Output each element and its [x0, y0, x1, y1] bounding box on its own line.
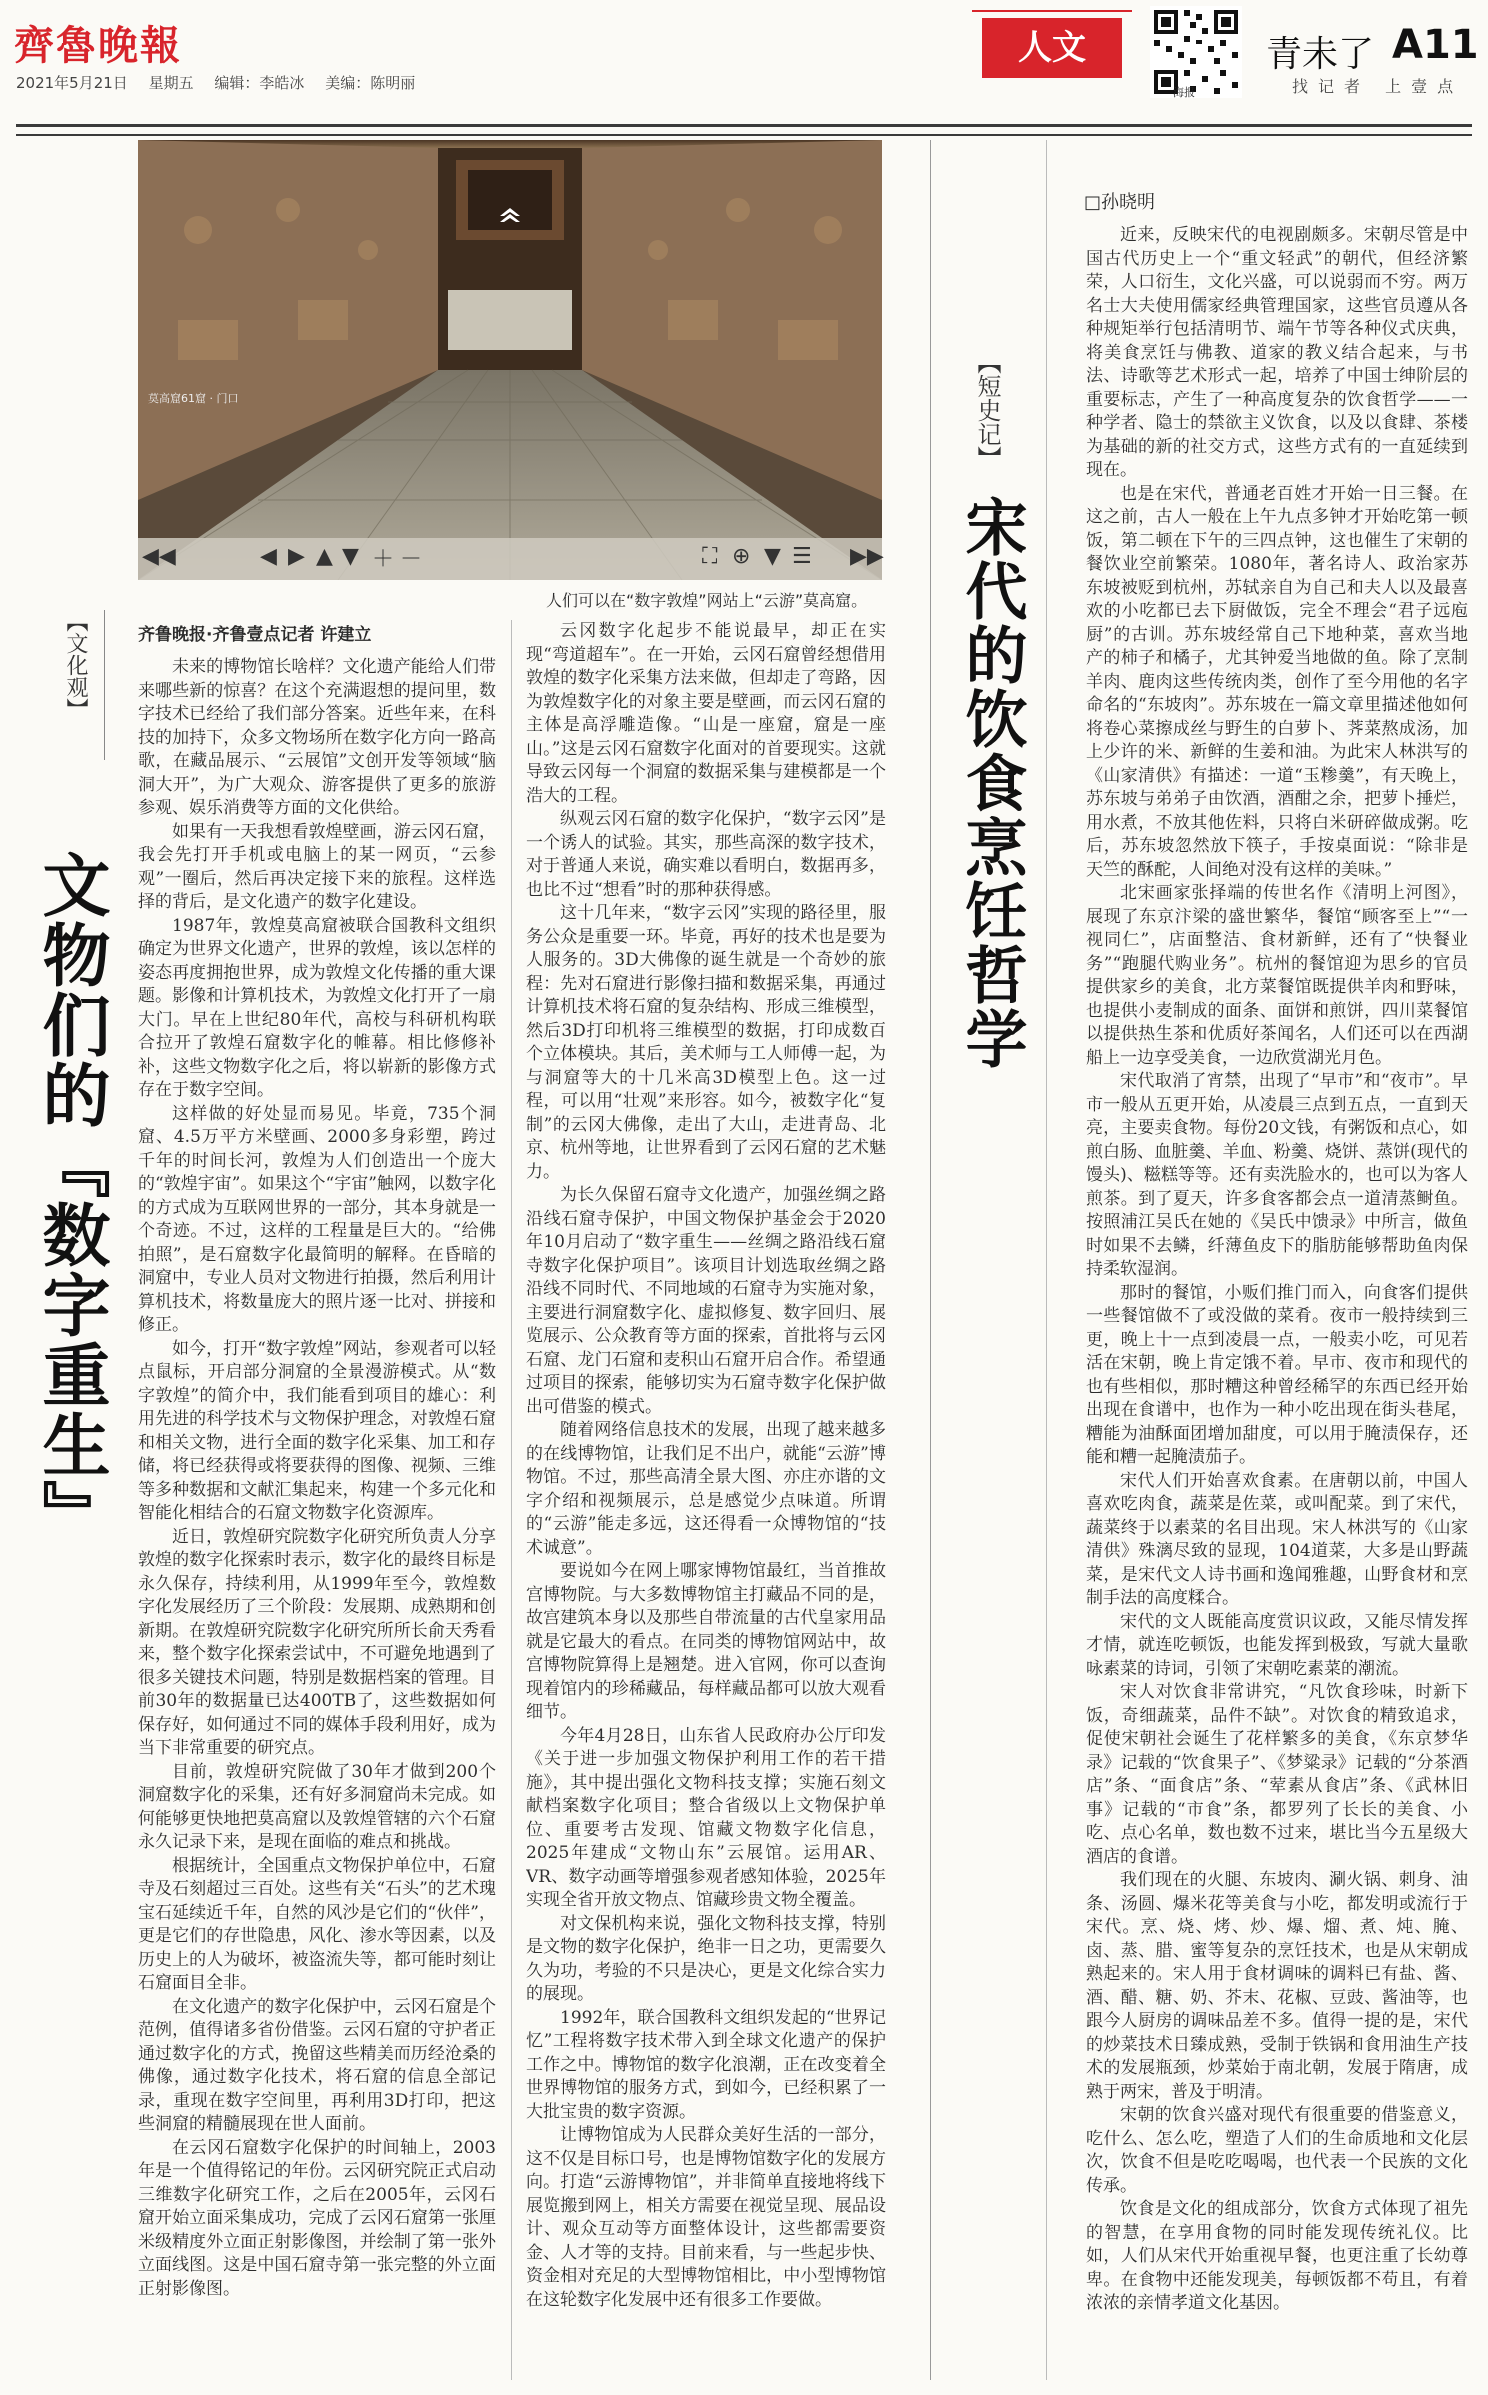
paragraph: 在云冈石窟数字化保护的时间轴上，2003年是一个值得铭记的年份。云冈研究院正式启动三维数字化研究工作，之后在2005年，云冈石窟开始立面采集成功，完成了云冈石窟第一张厘米级精度外立面正射影像图，并绘制了第一张外立面线图。这是中国石窟寺第一张完整的外立面正射影像图。 — [138, 2137, 496, 2299]
header-rule — [16, 124, 1472, 138]
arrow-up-icon[interactable]: ▲ — [316, 544, 333, 569]
paragraph: 目前，敦煌研究院做了30年才做到200个洞窟数字化的采集，还有好多洞窟尚未完成。如何能够更快地把莫高窟以及敦煌管辖的六个石窟永久记录下来，是现在面临的难点和挑战。 — [138, 1761, 496, 1852]
paragraph: 1992年，联合国教科文组织发起的“世界记忆”工程将数字技术带入到全球文化遗产的保护工作之中。博物馆的数字化浪潮，正在改变着全世界博物馆的服务方式，到如今，已经积累了一大批宝贵的数字资源。 — [526, 2007, 886, 2122]
issue-weekday: 星期五 — [148, 74, 194, 92]
arrow-right-icon[interactable]: ▶▶ — [850, 544, 884, 569]
menu-icon[interactable]: ☰ — [792, 544, 812, 569]
paragraph: 近来，反映宋代的电视剧颇多。宋朝尽管是中国古代历史上一个“重文轻武”的朝代，但经济繁荣，人口衍生，文化兴盛，可以说弱而不穷。两万名士大夫使用儒家经典管理国家，这些官员遵从各种规矩举行包括清明节、端午节等各种仪式庆典，将美食烹饪与佛教、道家的教义结合起来，与书法、诗歌等艺术形式一起，培养了中国士绅阶层的重要标志，产生了一种高度复杂的饮食哲学——一种学者、隐士的禁欲主义饮食，以及以食肆、茶楼为基础的新的社交方式，这些方式有的一直延续到现在。 — [1086, 225, 1468, 480]
paragraph: 为长久保留石窟寺文化遗产，加强丝绸之路沿线石窟寺保护，中国文物保护基金会于2020年10月启动了“数字重生——丝绸之路沿线石窟寺数字化保护项目”。该项目计划选取丝绸之路沿线不同时代、不同地域的石窟寺为实施对象，主要进行洞窟数字化、虚拟修复、数字回归、展览展示、公众教育等方面的探索，首批将与云冈石窟、龙门石窟和麦积山石窟开启合作。希望通过项目的探索，能够切实为石窟寺数字化保护做出可借鉴的模式。 — [526, 1185, 886, 1417]
page-number: A11 — [1392, 22, 1479, 68]
paragraph: 对文保机构来说，强化文物科技支撑，特别是文物的数字化保护，绝非一日之功，更需要久久为功，考验的不只是决心，更是文化综合实力的展现。 — [526, 1913, 886, 2004]
photo-overlay-label: 莫高窟61窟 · 门口 — [148, 392, 239, 405]
page-slogan: 找记者 上壹点 — [1292, 77, 1464, 96]
paragraph: 纵观云冈石窟的数字化保护，“数字云冈”是一个诱人的试验。其实，那些高深的数字技术，对于普通人来说，确实难以看明白，数据再多，也比不过“想看”时的那种获得感。 — [526, 809, 886, 900]
newspaper-logo: 齊魯晚報 — [14, 22, 182, 69]
arrow-left-icon[interactable]: ◀ — [260, 544, 277, 569]
article-title: 文物们的『数字重生』 — [31, 850, 110, 1550]
issue-editor: 编辑：李皓冰 — [214, 74, 305, 92]
paragraph: 如今，打开“数字敦煌”网站，参观者可以轻点鼠标，开启部分洞窟的全景漫游模式。从“数字敦煌”的简介中，我们能看到项目的雄心：利用先进的科学技术与文物保护理念，对敦煌石窟和相关文物，进行全面的数字化采集、加工和存储，将已经获得或将要获得的图像、视频、三维等多种数据和文献汇集起来，构建一个多元化和智能化相结合的石窟文物数字化资源库。 — [138, 1338, 496, 1523]
article-title: 宋代的饮食烹饪哲学 — [955, 495, 1028, 1071]
issue-designer: 美编：陈明丽 — [325, 74, 416, 92]
paragraph: 宋代人们开始喜欢食素。在唐朝以前，中国人喜欢吃肉食，蔬菜是佐菜，或叫配菜。到了宋代，蔬菜终于以素菜的名目出现。宋人林洪写的《山家清供》殊漓尽致的显现，104道菜，大多是山野蔬菜，是宋代文人诗书画和逸闻雅趣，山野食材和烹制手法的高度糅合。 — [1086, 1470, 1468, 1608]
paragraph: 如果有一天我想看敦煌壁画，游云冈石窟，我会先打开手机或电脑上的某一网页，“云参观”一圈后，然后再决定接下来的旅程。这样选择的背后，是文化遗产的数字化建设。 — [138, 821, 496, 912]
chevron-down-icon[interactable]: ▼ — [764, 544, 781, 569]
paragraph: 随着网络信息技术的发展，出现了越来越多的在线博物馆，让我们足不出户，就能“云游”博物馆。不过，那些高清全景大图、亦庄亦谐的文字介绍和视频展示，总是感觉少点味道。所谓的“云游”能走多远，这还得看一众博物馆的“技术诚意”。 — [526, 1420, 886, 1558]
qr-code-icon — [1150, 6, 1242, 98]
paragraph: 这十几年来，“数字云冈”实现的路径里，服务公众是重要一环。毕竟，再好的技术也是要为人服务的。3D大佛像的诞生就是一个奇妙的旅程：先对石窟进行影像扫描和数据采集，再通过计算机技术将石窟的复杂结构、形成三维模型，然后3D打印机将三维模型的数据，打印成数百个立体模块。其后，美术师与工人师傅一起，为与洞窟等大的十几米高3D模型上色。这一过程，可以用“壮观”来形容。如今，被数字化“复制”的云冈大佛像，走出了大山，走进青岛、北京、杭州等地，让世界看到了云冈石窟的艺术魅力。 — [526, 903, 886, 1182]
article-byline: □孙晓明 — [1084, 192, 1156, 213]
paragraph: 那时的餐馆，小贩们推门而入，向食客们提供一些餐馆做不了或没做的菜肴。夜市一般持续到三更，晚上十一点到凌晨一点，一般卖小吃，可见若活在宋朝，晚上肯定饿不着。早市、夜市和现代的也有些相似，那时糟这种曾经稀罕的东西已经开始出现在食谱中，也作为一种小吃出现在街头巷尾，糟能为油酥面团增加甜度，可以用于腌渍保存，还能和糟一起腌渍茄子。 — [1086, 1282, 1468, 1467]
paragraph: 我们现在的火腿、东坡肉、涮火锅、刺身、油条、汤圆、爆米花等美食与小吃，都发明或流行于宋代。烹、烧、烤、炒、爆、熘、煮、炖、腌、卤、蒸、腊、蜜等复杂的烹饪技术，也是从宋朝成熟起来的。宋人用于食材调味的调料已有盐、酱、酒、醋、糖、奶、芥末、花椒、豆豉、酱油等，也跟今人厨房的调味品差不多。值得一提的是，宋代的炒菜技术日臻成熟，受制于铁锅和食用油生产技术的发展瓶颈，炒菜始于南北朝，发展于隋唐，成熟于两宋，普及于明清。 — [1086, 1870, 1468, 2102]
zoom-in-icon[interactable]: ＋ — [372, 547, 395, 572]
paragraph: 在文化遗产的数字化保护中，云冈石窟是个范例，值得诸多省份借鉴。云冈石窟的守护者正通过数字化的方式，挽留这些精美而历经沧桑的佛像，通过数字化技术，将石窟的信息全部记录，重现在数字空间里，再利用3D打印，把这些洞窟的精髓展现在世人面前。 — [138, 1996, 496, 2134]
issue-meta — [16, 72, 431, 93]
column-rule — [511, 620, 512, 2380]
arrow-right-icon[interactable]: ▶ — [288, 544, 305, 569]
paragraph: 近日，敦煌研究院数字化研究所负责人分享敦煌的数字化探索时表示，数字化的最终目标是永久保存，持续利用，从1999年至今，敦煌数字化发展经历了三个阶段：发展期、成熟期和创新期。在敦煌研究院数字化研究所所长俞天秀看来，整个数字化探索尝试中，不可避免地遇到了很多关键技术问题，特别是数据档案的管理。目前30年的数据量已达400TB了，这些数据如何保存好，如何通过不同的媒体手段利用好，成为当下非常重要的研究点。 — [138, 1526, 496, 1758]
paragraph: 这样做的好处显而易见。毕竟，735个洞窟、4.5万平方米壁画、2000多身彩塑，跨过千年的时间长河，敦煌为人们创造出一个庞大的“敦煌宇宙”。如果这个“宇宙”触网，以数字化的方式成为互联网世界的一部分，其本身就是一个奇迹。不过，这样的工程量是巨大的。“给佛拍照”，是石窟数字化最简明的解释。在昏暗的洞窟中，专业人员对文物进行拍摄，然后利用计算机技术，将数量庞大的照片逐一比对、拼接和修正。 — [138, 1103, 496, 1335]
paragraph: 宋代的文人既能高度赏识议政，又能尽情发挥才情，就连吃顿饭，也能发挥到极致，写就大量歌咏素菜的诗词，引领了宋朝吃素菜的潮流。 — [1086, 1611, 1468, 1679]
paragraph: 让博物馆成为人民群众美好生活的一部分，这不仅是目标口号，也是博物馆数字化的发展方向。打造“云游博物馆”，并非简单直接地将线下展览搬到网上，相关方需要在视觉呈现、展品设计、观众互动等方面整体设计，这些都需要资金、人才等的支持。目前来看，与一些起步快、资金相对充足的大型博物馆相比，中小型博物馆在这轮数字化发展中还有很多工作要做。 — [526, 2125, 886, 2310]
paragraph: 要说如今在网上哪家博物馆最红，当首推故宫博物院。与大多数博物馆主打藏品不同的是，故宫建筑本身以及那些自带流量的古代皇家用品就是它最大的看点。在同类的博物馆网站中，故宫博物院算得上是翘楚。进入官网，你可以查询现着馆内的珍稀藏品，每样藏品都可以放大观看细节。 — [526, 1561, 886, 1722]
section-tag: 人文 — [982, 18, 1122, 78]
cave-panorama-photo — [138, 140, 882, 580]
article-column-2 — [526, 620, 886, 2380]
paragraph: 根据统计，全国重点文物保护单位中，石窟寺及石刻超过三百处。这些有关“石头”的艺术瑰宝石延续近千年，自然的风沙是它们的“伙伴”，更是它们的存世隐患，风化、渗水等因素，以及历史上的人为破坏，被盗流失等，都可能时刻让石窟面目全非。 — [138, 1855, 496, 1993]
page-name: 青未了 — [1266, 34, 1375, 75]
article-tag: 【短史记】 — [973, 350, 1001, 470]
viewer-toolbar — [142, 544, 884, 574]
paragraph: 未来的博物馆长啥样？文化遗产能给人们带来哪些新的惊喜？在这个充满遐想的提问里，数字技术已经给了我们部分答案。近些年来，在科技的加持下，众多文物场所在数字化方向一路高歌，在藏品展示、“云展馆”文创开发等领域“脑洞大开”，为广大观众、游客提供了更多的旅游参观、娱乐消费等方面的文化供给。 — [138, 657, 496, 818]
arrow-left-icon[interactable]: ◀◀ — [142, 544, 176, 569]
column-rule — [1046, 140, 1047, 2380]
paragraph: 宋代取消了宵禁，出现了“早市”和“夜市”。早市一般从五更开始，从凌晨三点到五点，一直到天亮，主要卖食物。每份20文钱，有粥饭和点心，如煎白肠、血脏羹、羊血、粉羹、烧饼、蒸饼(现代的馒头)、糍糕等等。还有卖洗脸水的，也可以为客人煎茶。到了夏天，许多食客都会点一道清蒸鲥鱼。按照浦江吴氏在她的《吴氏中馈录》中所言，做鱼时如果不去鳞，纤薄鱼皮下的脂肪能够帮助鱼肉保持柔软湿润。 — [1086, 1071, 1468, 1279]
paragraph: 也是在宋代，普通老百姓才开始一日三餐。在这之前，古人一般在上午九点多钟才开始吃第一顿饭，第二顿在下午的三四点钟，这也催生了宋朝的餐饮业空前繁荣。1080年，著名诗人、政治家苏东坡被贬到杭州，苏轼亲自为自己和夫人以及最喜欢的小吃都已去下厨做饭，完全不理会“君子远庖厨”的古训。苏东坡经常自己下地种菜，喜欢当地产的柿子和橘子，尤其钟爱当地做的鱼。除了烹制羊肉、鹿肉这些传统肉类，创作了至今用他的名字命名的“东坡肉”。苏东坡在一篇文章里描述他如何将卷心菜擦成丝与野生的白萝卜、荠菜熬成汤，加上少许的米、新鲜的生姜和油。为此宋人林洪写的《山家清供》有描述：一道“玉糁羹”，有天晚上，苏东坡与弟弟子由饮酒，酒酣之余，把萝卜捶烂，用水煮，不放其他佐料，只将白米研碎做成粥。吃后，苏东坡忽然放下筷子，手按桌面说：“除非是天竺的酥酡，人间绝对没有这样的美味。” — [1086, 483, 1468, 880]
paragraph: 饮食是文化的组成部分，饮食方式体现了祖先的智慧，在享用食物的同时能发现传统礼仪。比如，人们从宋代开始重视早餐，也更注重了长幼尊卑。在食物中还能发现美，每顿饭都不苟且，有着浓浓的亲情孝道文化基因。 — [1086, 2199, 1468, 2313]
section-divider — [930, 140, 931, 2380]
article-column-3 — [1086, 224, 1468, 2384]
paragraph: 云冈数字化起步不能说最早，却正在实现“弯道超车”。在一开始，云冈石窟曾经想借用敦煌的数字化采集方法来做，但却走了弯路，因为敦煌数字化的对象主要是壁画，而云冈石窟的主体是高浮雕造像。“山是一座窟，窟是一座山。”这是云冈石窟数字化面对的首要现实。这就导致云冈每一个洞窟的数据采集与建模都是一个浩大的工程。 — [526, 621, 886, 806]
paragraph: 北宋画家张择端的传世名作《清明上河图》，展现了东京汴梁的盛世繁华，餐馆“顾客至上”“一视同仁”，店面整洁、食材新鲜，还有了“快餐业务”“跑腿代购业务”。杭州的餐馆迎为思乡的官员提供家乡的美食，北方菜餐馆既提供羊肉和野味，也提供小麦制成的面条、面饼和煎饼，四川菜餐馆以提供热生茶和优质好茶闻名，人们还可以在西湖船上一边享受美食，一边欣赏湖光月色。 — [1086, 883, 1468, 1068]
zoom-out-icon[interactable]: － — [400, 547, 423, 572]
column-rule — [104, 610, 105, 760]
qr-label: 海报 — [1173, 86, 1195, 99]
issue-date: 2021年5月21日 — [16, 74, 128, 92]
article-tag: 【文化观】 — [63, 610, 88, 720]
article-column-1 — [138, 656, 496, 2376]
paragraph: 今年4月28日，山东省人民政府办公厅印发《关于进一步加强文物保护利用工作的若干措施》，其中提出强化文物科技支撑；实施石刻文献档案数字化项目；整合省级以上文物保护单位、重要考古发现、馆藏文物数字化信息，2025年建成“文物山东”云展馆。运用AR、VR、数字动画等增强参观者感知体验，2025年实现全省开放文物点、馆藏珍贵文物全覆盖。 — [526, 1725, 886, 1910]
article-byline: 齐鲁晚报·齐鲁壹点记者 许建立 — [138, 625, 372, 645]
hotspot-icon[interactable]: ⊕ — [732, 544, 751, 569]
photo-caption: 人们可以在“数字敦煌”网站上“云游”莫高窟。 — [546, 591, 868, 610]
paragraph: 1987年，敦煌莫高窟被联合国教科文组织确定为世界文化遗产，世界的敦煌，该以怎样的姿态再度拥抱世界，成为敦煌文化传播的重大课题。影像和计算机技术，为敦煌文化打开了一扇大门。早在上世纪80年代，高校与科研机构联合拉开了敦煌石窟数字化的帷幕。相比修修补补，这些文物数字化之后，将以崭新的影像方式存在于数字空间。 — [138, 915, 496, 1100]
paragraph: 宋朝的饮食兴盛对现代有很重要的借鉴意义，吃什么、怎么吃，塑造了人们的生命质地和文化层次，饮食不但是吃吃喝喝，也代表一个民族的文化传承。 — [1086, 2105, 1468, 2196]
fullscreen-icon[interactable]: ⛶ — [702, 544, 718, 569]
arrow-down-icon[interactable]: ▼ — [342, 544, 359, 569]
paragraph: 宋人对饮食非常讲究，“凡饮食珍味，时新下饭，奇细蔬菜，品件不缺”。对饮食的精致追求，促使宋朝社会诞生了花样繁多的美食，《东京梦华录》记载的“饮食果子”、《梦粱录》记载的“分茶酒店”条、“面食店”条、“荤素从食店”条、《武林旧事》记载的“市食”条，都罗列了长长的美食、小吃、点心名单，数也数不过来，堪比当今五星级大酒店的食谱。 — [1086, 1682, 1468, 1867]
